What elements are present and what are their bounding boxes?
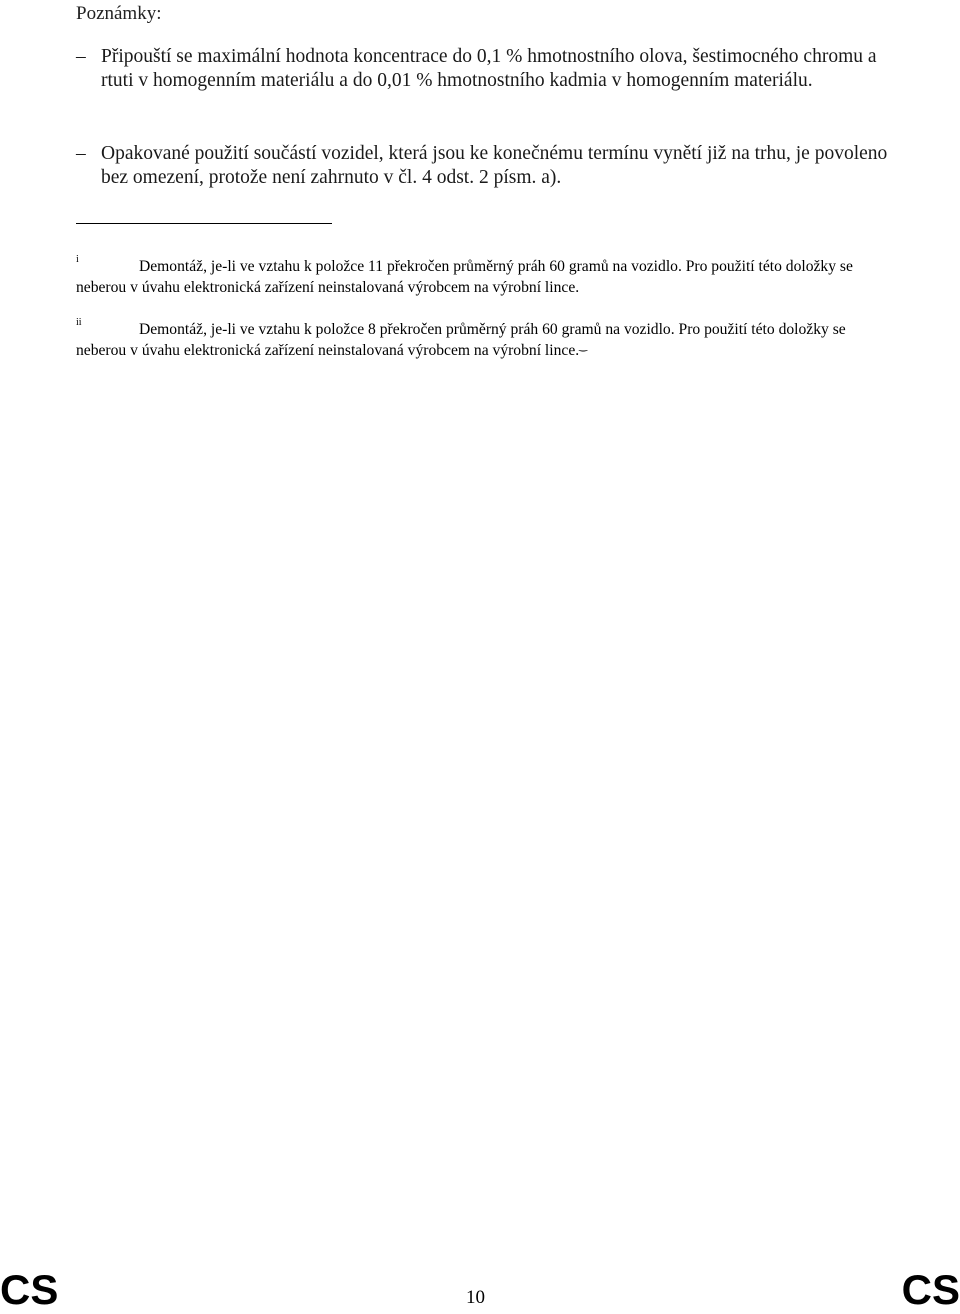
language-code-left: CS bbox=[0, 1266, 59, 1313]
footnote bbox=[76, 256, 888, 298]
dash-bullet: – bbox=[76, 143, 86, 164]
footnote-continuation-mark: ‿ bbox=[579, 340, 588, 352]
footnote-mark: i bbox=[76, 254, 79, 265]
footnote-text: Demontáž, je-li ve vztahu k položce 11 překročen průměrný práh 60 gramů na vozidlo. Pro použití této doložky se neberou v úvahu elektronická zařízení neinstalovaná výrobcem na výrobní lince. bbox=[76, 258, 853, 296]
footnote-mark: ii bbox=[76, 317, 82, 328]
page-number: 10 bbox=[466, 1287, 485, 1308]
notes-heading: Poznámky: bbox=[76, 3, 162, 24]
footnote-separator bbox=[76, 223, 332, 224]
dash-bullet: – bbox=[76, 46, 86, 67]
language-code-right: CS bbox=[901, 1266, 960, 1313]
footnote-text: Demontáž, je-li ve vztahu k položce 8 překročen průměrný práh 60 gramů na vozidlo. Pro použití této doložky se neberou v úvahu elektronická zařízení neinstalovaná výrobcem na výrobní lince. bbox=[76, 321, 846, 359]
note-text: Opakované použití součástí vozidel, která jsou ke konečnému termínu vynětí již na trhu, je povoleno bez omezení, protože není zahrnuto v čl. 4 odst. 2 písm. a). bbox=[101, 143, 888, 188]
note-text: Připouští se maximální hodnota koncentrace do 0,1 % hmotnostního olova, šestimocného chromu a rtuti v homogenním materiálu a do 0,01 % hmotnostního kadmia v homogenním materiálu. bbox=[101, 46, 877, 91]
note-item bbox=[76, 45, 896, 93]
note-item bbox=[76, 142, 896, 190]
footnote bbox=[76, 319, 888, 361]
